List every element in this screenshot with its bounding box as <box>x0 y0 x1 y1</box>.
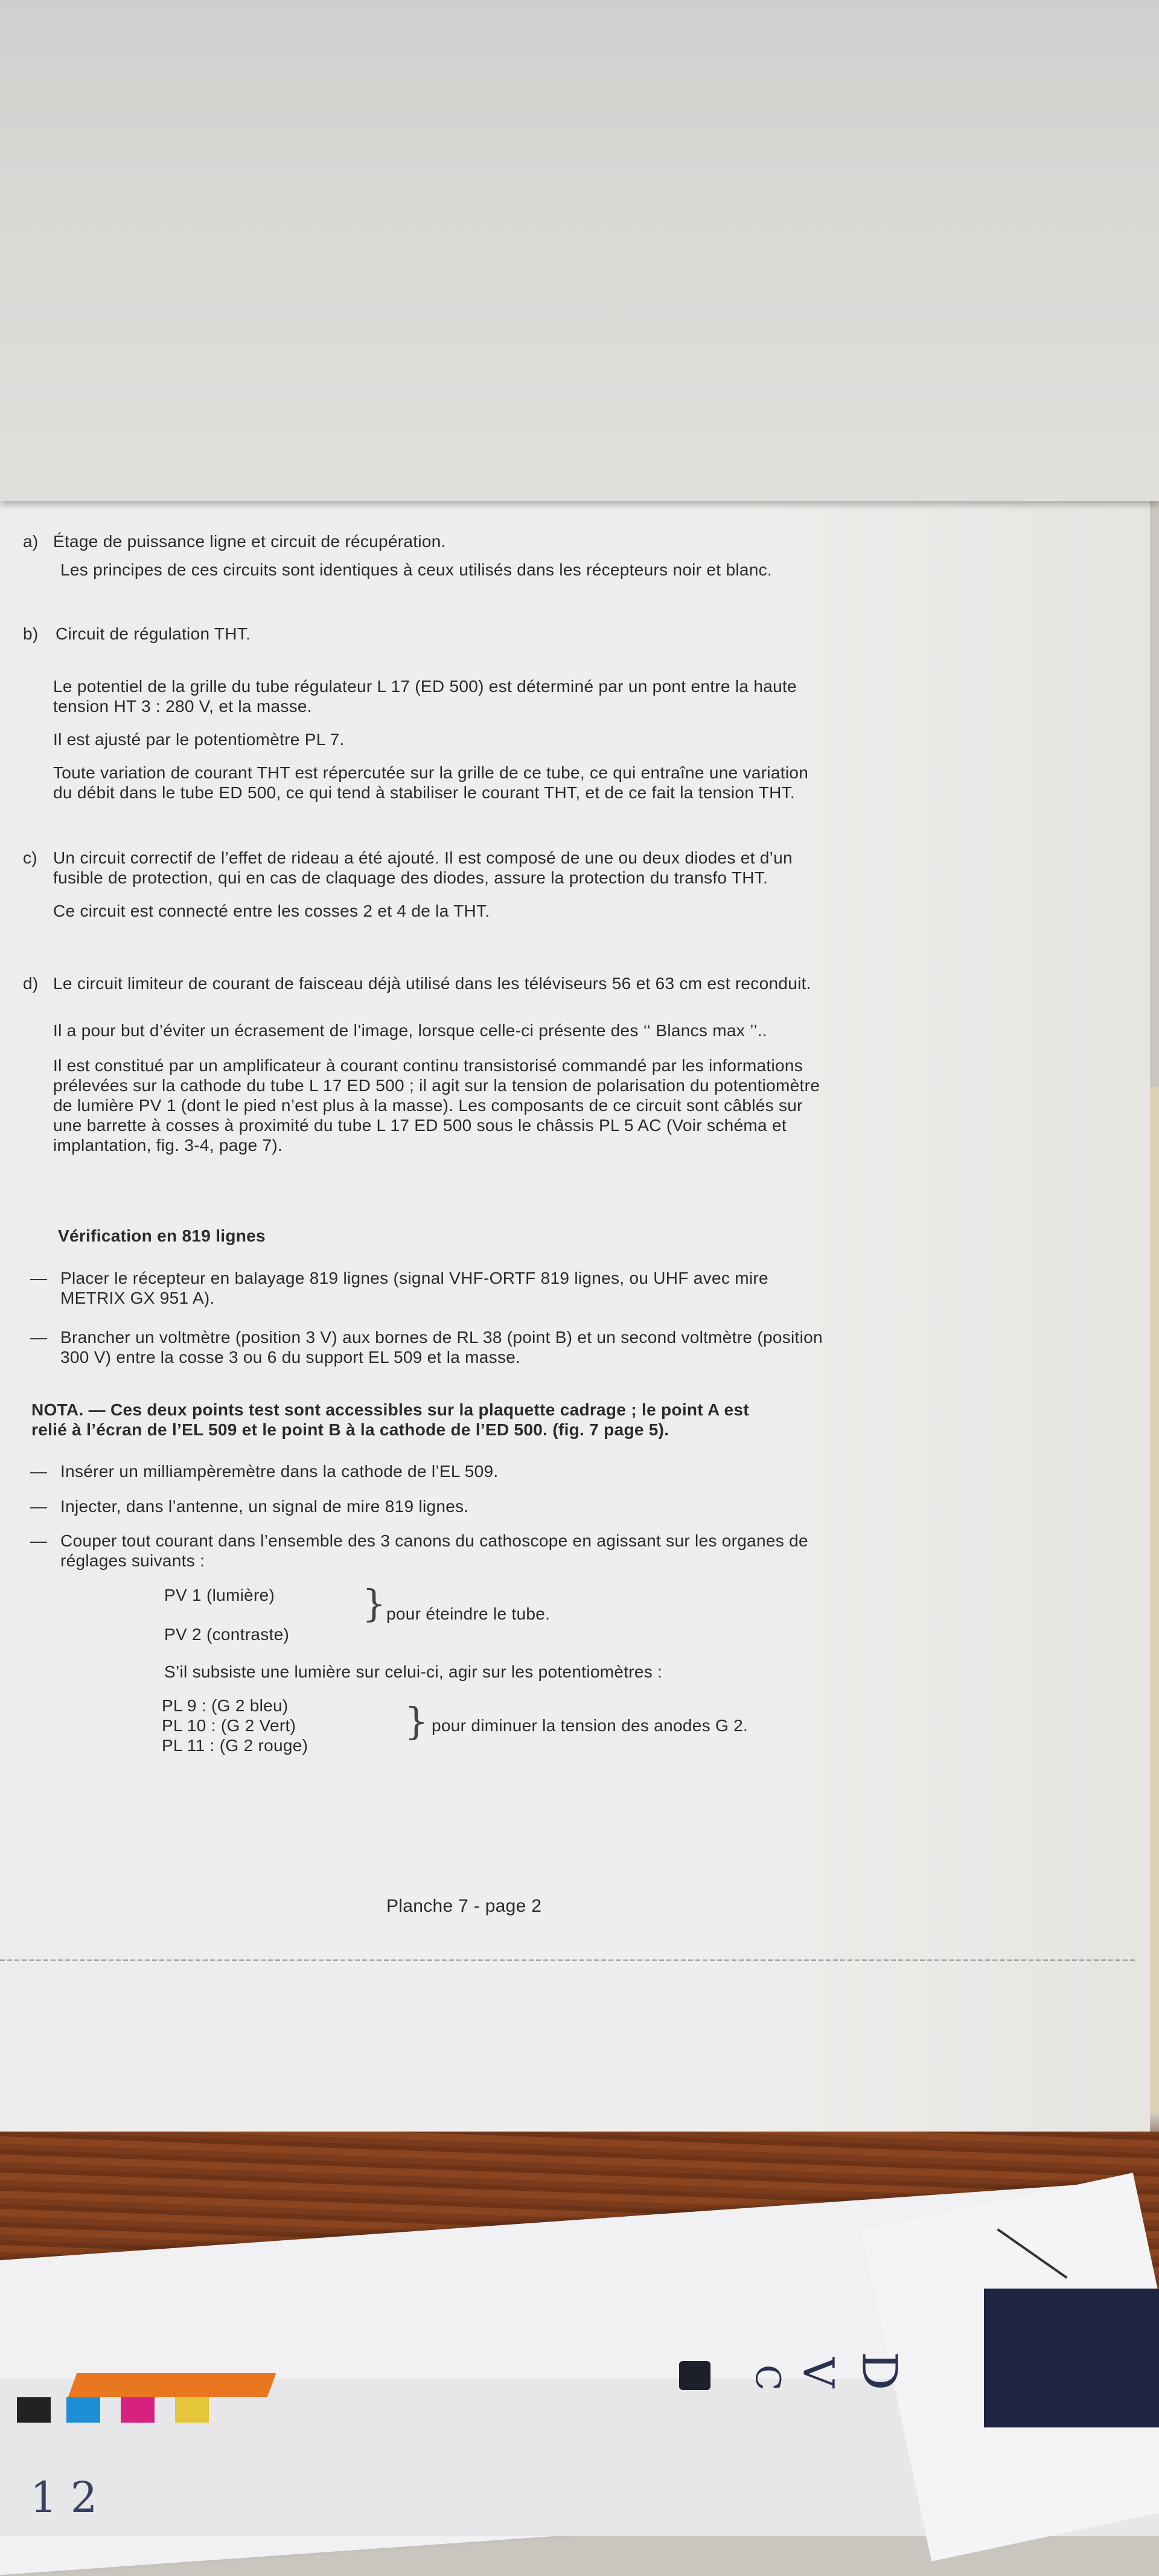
verification-heading: Vérification en 819 lignes <box>58 1226 266 1245</box>
step-3-line2: réglages suivants : <box>60 1551 205 1570</box>
color-swatch-cyan <box>66 2397 100 2423</box>
verification-item-1-line2: METRIX GX 951 A). <box>60 1289 215 1307</box>
nota-line2: relié à l’écran de l’EL 509 et le point B à la cathode de l’ED 500. (fig. 7 page 5). <box>31 1420 669 1439</box>
verification-item-1-line1: Placer le récepteur en balayage 819 lignes (signal VHF-ORTF 819 lignes, ou UHF avec mire <box>60 1269 768 1287</box>
section-b-para3-line2: du débit dans le tube ED 500, ce qui tend à stabiliser le courant THT, et de ce fait la tension THT. <box>53 783 795 802</box>
pv-brace: } <box>362 1581 386 1626</box>
section-d-para1: Le circuit limiteur de courant de faisceau déjà utilisé dans les téléviseurs 56 et 63 cm est reconduit. <box>53 974 811 993</box>
step-3-line1: Couper tout courant dans l’ensemble des 3 canons du cathoscope en agissant sur les organes de <box>60 1531 808 1550</box>
step-1-text: Insérer un milliampèremètre dans la cathode de l’EL 509. <box>60 1462 499 1481</box>
pv-row-1: PV 1 (lumière) <box>164 1586 275 1604</box>
pl-row-3: PL 11 : (G 2 rouge) <box>162 1736 308 1755</box>
step-2-dash: — <box>30 1497 48 1516</box>
verification-item-1-dash: — <box>30 1269 48 1287</box>
residual-note: S’il subsiste une lumière sur celui-ci, agir sur les potentiomètres : <box>164 1662 663 1681</box>
color-swatch-black <box>17 2397 51 2423</box>
handwritten-number: 1 2 <box>30 2473 98 2522</box>
section-d-para3-line1: Il est constitué par un amplificateur à courant continu transistorisé commandé par les informations <box>53 1056 803 1075</box>
pl-row-2: PL 10 : (G 2 Vert) <box>162 1716 296 1735</box>
section-d-para2: Il a pour but d’éviter un écrasement de l’image, lorsque celle-ci présente des ‘‘ Blancs max ’’.. <box>53 1021 767 1040</box>
step-3-dash: — <box>30 1531 48 1550</box>
section-c-label: c) <box>23 848 37 867</box>
nota-line1: NOTA. — Ces deux points test sont accessibles sur la plaquette cadrage ; le point A est <box>31 1400 749 1419</box>
section-b-para2: Il est ajusté par le potentiomètre PL 7. <box>53 730 345 749</box>
section-a-paragraph: Les principes de ces circuits sont identiques à ceux utilisés dans les récepteurs noir et blanc. <box>60 560 772 579</box>
section-d-para3-line5: implantation, fig. 3-4, page 7). <box>53 1136 283 1155</box>
section-c-para2: Ce circuit est connecté entre les cosses 2 et 4 de la THT. <box>53 902 490 920</box>
page-bottom-rule <box>0 1959 1135 1961</box>
page-footer: Planche 7 - page 2 <box>386 1896 542 1916</box>
verification-item-2-line2: 300 V) entre la cosse 3 ou 6 du support EL 509 et la masse. <box>60 1348 521 1366</box>
pl-brace: } <box>404 1699 429 1743</box>
section-b-para1-line2: tension HT 3 : 280 V, et la masse. <box>53 697 312 716</box>
section-c-para1-line1: Un circuit correctif de l’effet de rideau a été ajouté. Il est composé de une ou deux diodes et d’un <box>53 848 793 867</box>
step-2-text: Injecter, dans l’antenne, un signal de mire 819 lignes. <box>60 1497 469 1516</box>
side-letter-c: C <box>747 2365 787 2391</box>
document-page <box>0 477 1150 2132</box>
pl-action: pour diminuer la tension des anodes G 2. <box>432 1716 749 1735</box>
verification-item-2-line1: Brancher un voltmètre (position 3 V) aux bornes de RL 38 (point B) et un second voltmètre (position <box>60 1328 823 1347</box>
section-c-para1-line2: fusible de protection, qui en cas de claquage des diodes, assure la protection du transfo THT. <box>53 868 768 887</box>
step-1-dash: — <box>30 1462 48 1481</box>
section-d-para3-line3: de lumière PV 1 (dont le pied n’est plus à la masse). Les composants de ce circuit sont câblés sur <box>53 1096 803 1115</box>
navy-cover-block <box>984 2289 1159 2427</box>
section-b-para1-line1: Le potentiel de la grille du tube régulateur L 17 (ED 500) est déterminé par un pont entre la haute <box>53 677 797 696</box>
orange-print-strip <box>68 2373 276 2397</box>
section-b-para3-line1: Toute variation de courant THT est répercutée sur la grille de ce tube, ce qui entraîne une variation <box>53 763 809 782</box>
pv-row-2: PV 2 (contraste) <box>164 1625 290 1644</box>
page-content <box>0 477 1150 2132</box>
pv-action: pour éteindre le tube. <box>386 1604 551 1623</box>
dark-tab-mark <box>679 2361 710 2390</box>
side-letter-v: V <box>793 2357 843 2388</box>
pl-row-1: PL 9 : (G 2 bleu) <box>162 1696 289 1715</box>
side-letter-d: D <box>851 2351 908 2391</box>
section-d-label: d) <box>23 974 39 993</box>
section-b-title: Circuit de régulation THT. <box>56 624 251 643</box>
section-a-label: a) <box>23 532 39 551</box>
section-a-title: Étage de puissance ligne et circuit de récupération. <box>53 532 446 551</box>
previous-page-sheet <box>0 0 1159 501</box>
section-b-label: b) <box>23 624 39 643</box>
section-d-para3-line4: une barrette à cosses à proximité du tube L 17 ED 500 sous le châssis PL 5 AC (Voir schéma et <box>53 1116 787 1135</box>
verification-item-2-dash: — <box>30 1328 48 1347</box>
color-swatch-magenta <box>121 2397 155 2423</box>
section-d-para3-line2: prélevées sur la cathode du tube L 17 ED 500 ; il agit sur la tension de polarisation du potentiomètre <box>53 1076 820 1095</box>
faint-bleed-through <box>519 254 724 290</box>
color-swatch-yellow <box>175 2397 209 2423</box>
